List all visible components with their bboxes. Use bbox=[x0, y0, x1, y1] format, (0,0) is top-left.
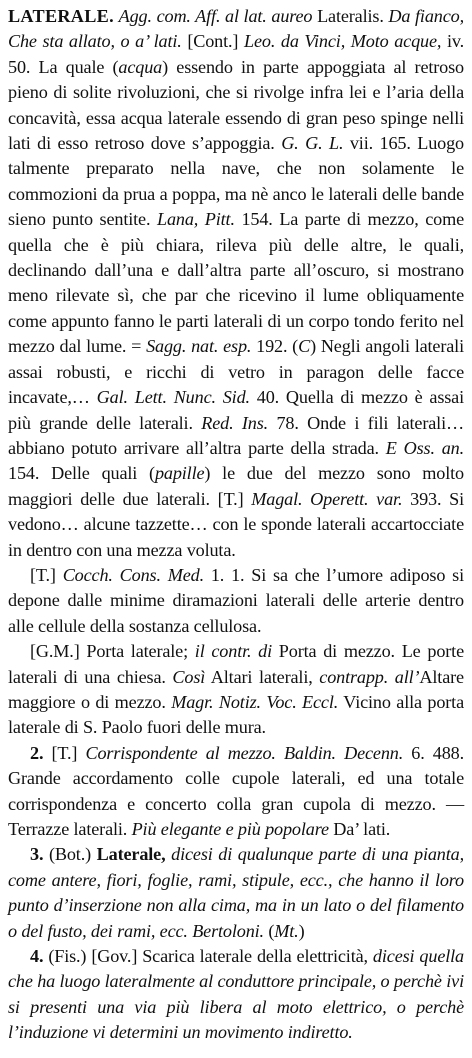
italic-run: Così bbox=[172, 666, 206, 687]
italic-run: E Oss. an. bbox=[385, 437, 465, 458]
text-run: [G.M.] Porta laterale; bbox=[30, 641, 195, 662]
text-run: ) Negli angoli laterali assai robusti, e ricchi di vetro in paragon delle facce incavate,… bbox=[8, 336, 464, 408]
bold-run: Laterale, bbox=[96, 844, 166, 865]
text-run: ) le due del mezzo sono molto maggiori delle due laterali. [T.] bbox=[8, 463, 465, 509]
italic-run: Sagg. nat. esp. bbox=[146, 336, 252, 357]
text-run: Porta di mezzo. Le porte laterali di una chiesa. bbox=[8, 641, 465, 687]
text-run: Altari laterali, bbox=[205, 666, 320, 687]
text-run: 154. Delle quali ( bbox=[8, 463, 155, 484]
paragraph-5-bot bbox=[8, 842, 464, 944]
text-run: [Cont.] bbox=[181, 31, 244, 52]
italic-run: G. G. L. bbox=[281, 133, 344, 154]
text-run: 6. 488. Grande accordamento colle cupole laterali, ed una totale corrispondenza e concerto colla gran cupola di mezzo. — Terrazze laterali. bbox=[8, 742, 464, 839]
italic-run: Mt. bbox=[274, 920, 299, 941]
bold-run: 3. bbox=[30, 844, 44, 865]
italic-run: acqua bbox=[118, 56, 163, 77]
italic-run: Magal. Operett. var. bbox=[251, 488, 403, 509]
text-run: Vicino alla porta laterale di S. Paolo fuori delle mura. bbox=[8, 691, 464, 738]
bold-run: 4. bbox=[30, 946, 44, 967]
italic-run: Magr. Notiz. Voc. Eccl. bbox=[171, 691, 339, 712]
text-run: Lateralis. bbox=[312, 6, 389, 26]
text-run: ) bbox=[298, 920, 305, 941]
italic-run: Più elegante e più popolare bbox=[131, 819, 329, 839]
italic-run: papille bbox=[154, 463, 205, 484]
text-run: 393. Si vedono… alcune tazzette… con le sponde laterali accartocciate in dentro con una mezza voluta. bbox=[8, 488, 465, 560]
text-run: [T.] bbox=[43, 742, 86, 763]
text-run: [T.] bbox=[30, 564, 63, 585]
text-run: ( bbox=[263, 920, 275, 941]
text-run: Da’ lati. bbox=[328, 819, 391, 839]
italic-run: Corrispondente al mezzo. Baldin. Decenn. bbox=[85, 742, 404, 763]
text-run: 78. Onde i fili laterali… abbiano potuto arrivare all’altra parte della strada. bbox=[8, 412, 465, 458]
italic-run: contrapp. all’ bbox=[319, 666, 420, 687]
italic-run: Cocch. Cons. Med. bbox=[62, 564, 204, 585]
italic-run: Agg. com. Aff. al lat. aureo bbox=[118, 6, 313, 26]
paragraph-2-cocch bbox=[8, 563, 464, 639]
paragraph-4-corrispondente bbox=[8, 741, 464, 843]
headword: LATERALE. bbox=[8, 6, 114, 26]
text-run: 1. 1. Si sa che l’umore adiposo si depone dalle minime diramazioni laterali delle arterie dentro alle cellule della sostanza cellulosa. bbox=[8, 564, 464, 636]
italic-run: dicesi di qualunque parte di una pianta, come antere, fiori, foglie, rami, stipule, ecc., che hanno il loro punto d’inserzione non alla cima, ma in un lato o del filamento o del fusto, dei rami, ecc. Bertoloni. bbox=[8, 844, 464, 941]
bold-run: 2. bbox=[30, 742, 44, 763]
italic-run: Gal. Lett. Nunc. Sid. bbox=[96, 387, 250, 408]
paragraph-3-porta bbox=[8, 639, 464, 741]
italic-run: C bbox=[298, 336, 311, 357]
italic-run: dicesi quella che ha luogo lateralmente al conduttore principale, o perchè ivi si presenti una via più libera al moto elettrico, o perchè l’induzione vi determini un movimento indiretto. bbox=[8, 946, 464, 1043]
text-run: Altare maggiore o di mezzo. bbox=[8, 666, 464, 712]
italic-run: il contr. di bbox=[194, 641, 273, 662]
text-run: ) essendo in parte appoggiata al retroso pieno di solite rivoluzioni, che si rivolge infra lei e l’aria della concavità, essa acqua laterale essendo di gran peso spinge nelli lati di esso retroso dove s’appoggia. bbox=[8, 56, 464, 154]
text-run: (Fis.) [Gov.] Scarica laterale della elettricità, bbox=[43, 946, 373, 967]
text-run: vii. 165. Luogo talmente preparato nella nave, che non solamente le commozioni da prua a poppa, ma nè anco le laterali delle bande sieno punto sentite. bbox=[8, 133, 464, 230]
italic-run: Red. Ins. bbox=[201, 412, 269, 433]
paragraph-1-lateral bbox=[8, 4, 464, 563]
text-run: (Bot.) bbox=[43, 844, 97, 865]
text-run: 192. ( bbox=[251, 336, 299, 357]
italic-run: Leo. da Vinci, Moto acque, bbox=[243, 31, 442, 52]
text-run: iv. 50. La quale ( bbox=[8, 31, 465, 77]
text-run: 154. La parte di mezzo, come quella che è più chiara, rileva più delle altre, le quali, declinando dall’una e dall’altra parte all’oscuro, si mostrano meno rilevate sì, che par che ricevino il lume obliquamente come appunto fanno le parti laterali di un corpo tondo ferito nel mezzo dal lume. = bbox=[8, 209, 464, 357]
italic-run: Lana, Pitt. bbox=[156, 209, 235, 230]
paragraph-6-fis bbox=[8, 944, 464, 1046]
italic-run: Da fianco, Che sta allato, o a’ lati. bbox=[8, 6, 464, 52]
text-run: 40. Quella di mezzo è assai più grande delle laterali. bbox=[8, 387, 465, 433]
